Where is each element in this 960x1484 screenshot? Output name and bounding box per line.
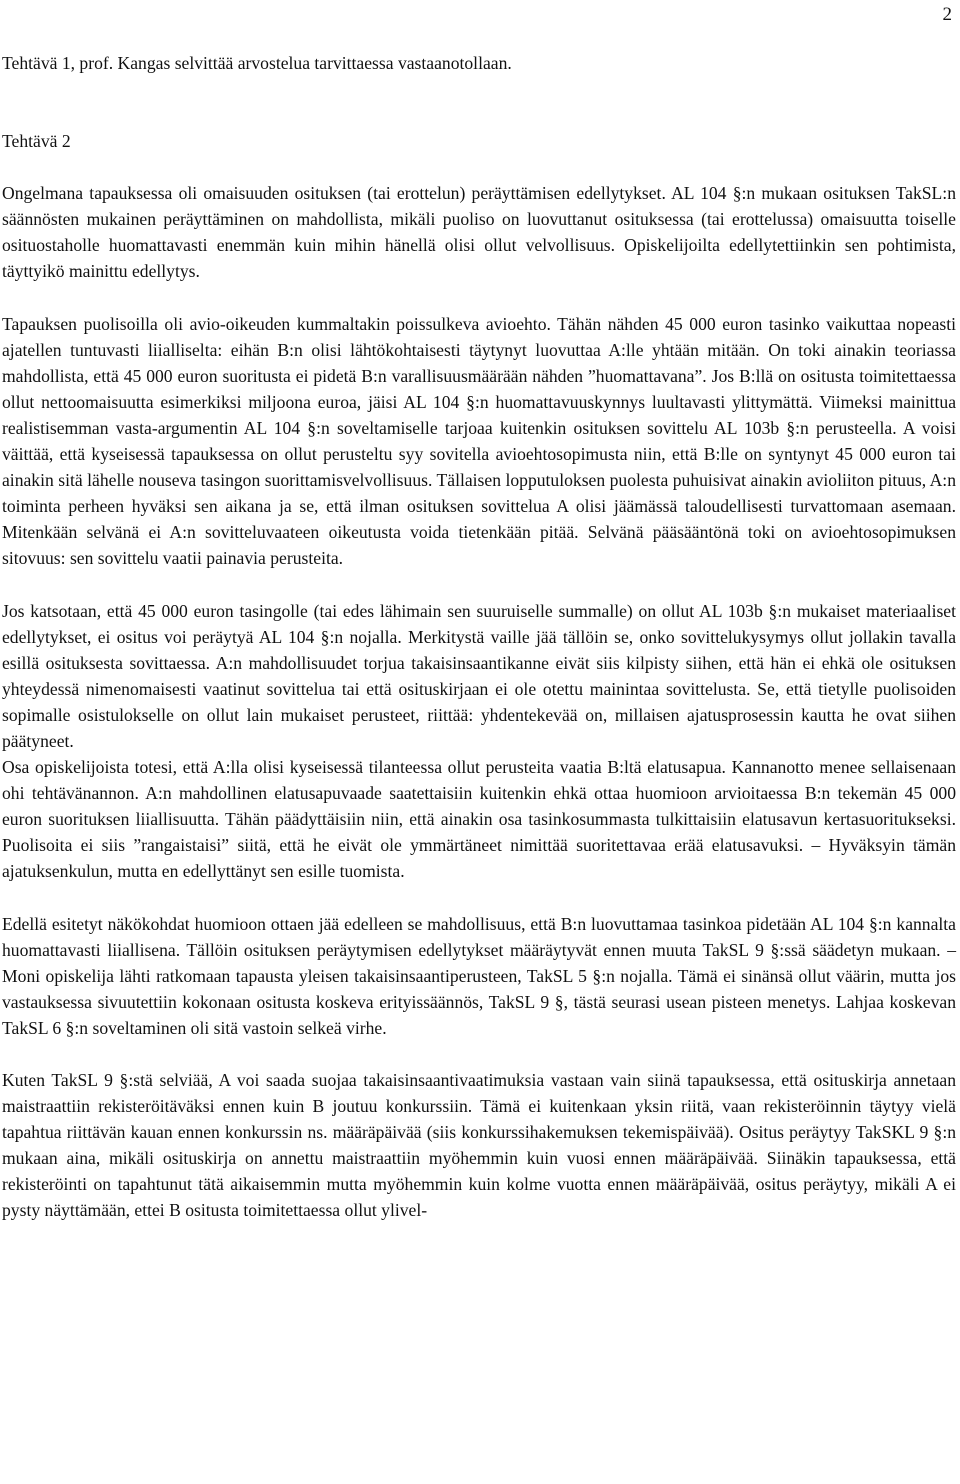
paragraph: Osa opiskelijoista totesi, että A:lla olisi kyseisessä tilanteessa ollut perusteita vaatia B:ltä elatusapua. Kannanotto menee sellaisenaan ohi tehtävänannon. A:n mahdollinen elatusapuvaade saatettaisiin kuitenkin ehkä ottaa huomioon arvioitaessa B:n tekemän 45 000 euron suorituksen liiallisuutta. Tähän päädyttäisiin niin, että ainakin osa tasinkosummasta tulkittaisiin elatusavun kertasuoritukseksi. Puolisoita ei siis ”rangaistaisi” siitä, että he eivät ole ymmärtäneet nimittää suoritettavaa erää elatusavuksi. – Hyväksyin tämän ajatuksenkulun, mutta en edellyttänyt sen esille tuomista. [2, 757, 956, 882]
paragraph-gap [2, 572, 956, 598]
paragraph: Edellä esitetyt näkökohdat huomioon ottaen jää edelleen se mahdollisuus, että B:n luovuttamaa tasinkoa pidetään AL 104 §:n kannalta huomattavasti liiallisena. Tällöin osituksen peräytymisen edellytykset määräytyvät ennen muuta TakSL 9 §:ssä säädetyn mukaan. – Moni opiskelija lähti ratkomaan tapausta yleisen takaisinsaantiperusteen, TakSL 5 §:n nojalla. Tämä ei sinänsä ollut väärin, mutta jos vastauksessa sivuutettiin kokonaan ositusta koskeva erityissäännös, TakSL 9 §, tästä seurasi usean pisteen menetys. Lahjaa koskevan TakSL 6 §:n soveltaminen oli sitä vastoin selkeä virhe. [2, 913, 956, 1038]
document-body [2, 50, 956, 1224]
paragraph: Jos katsotaan, että 45 000 euron tasingolle (tai edes lähimain sen suuruiselle summalle) on ollut AL 103b §:n mukaiset materiaaliset edellytykset, ei ositus voi peräytyä AL 104 §:n nojalla. Merkitystä vaille jää tällöin se, onko sovittelukysymys ollut jollakin tavalla esillä osituksesta sovittaessa. A:n mahdollisuudet torjua takaisinsaantikanne eivät siis kilpisty siihen, että hän ei ehkä ole osituksen yhteydessä nimenomaisesti vaatinut sovittelua tai että osituskirjaan ei ole otettu mainintaa sovittelusta. Se, että tietylle puolisoiden sopimalle osistulokselle on ollut lain mukaiset perusteet, riittää: yhdentekevää on, millaisen ajatusprosessin kautta he ovat siihen päätyneet. [2, 600, 956, 751]
paragraph: Tapauksen puolisoilla oli avio-oikeuden kummaltakin poissulkeva avioehto. Tähän nähden 45 000 euron tasinko vaikuttaa nopeasti ajatellen tuntuvasti liialliselta: eihän B:n olisi lähtökohtaisesti täytynyt luovuttaa A:lle yhtään mitään. On toki ainakin teoriassa mahdollista, että 45 000 euron suoritusta ei pidetä B:n varallisuusmäärään nähden ”huomattavana”. Jos B:llä on ositusta toimitettaessa ollut nettoomaisuutta esimerkiksi miljoona euroa, jäisi AL 104 §:n huomattavuuskynnys luultavasti ylittymättä. Viimeksi mainittua realistisemman vasta-argumentin AL 104 §:n soveltamiselle tarjoaa kuitenkin osituksen sovittelu AL 103b §:n perusteella. A voisi väittää, että kyseisessä tapauksessa on ollut perusteltu syy sovitella avioehtosopimusta niin, että B:lle on syntynyt 45 000 euron tai ainakin sitä lähelle nousevа tasingon suorittamisvelvollisuus. Tällaisen lopputuloksen puolesta puhuisivat ainakin avioliiton pituus, A:n toiminta perheen hyväksi sen aikana ja se, että ilman osituksen sovittelua A olisi jäämässä taloudellisesti turvattomaan asemaan. Mitenkään selvänä ei A:n sovitteluvaateen oikeutusta voida tietenkään pitää. Selvänä pääsääntönä toki on avioehtosopimuksen sitovuus: sen sovittelu vaatii painavia perusteita. [2, 313, 956, 569]
paragraph-gap [2, 885, 956, 911]
paragraph: Kuten TakSL 9 §:stä selviää, A voi saada suojaa takaisinsaantivaatimuksia vastaan vain siinä tapauksessa, että osituskirja annetaan maistraattiin rekisteröitäväksi ennen kuin B joutuu konkurssiin. Tämä ei kuitenkaan yksin riitä, vaan rekisteröinnin täytyy vielä tapahtua riittävän kauan ennen konkurssin ns. määräpäivää (siis konkurssihakemuksen tekemispäivää). Ositus peräytyy TakSKL 9 §:n mukaan aina, mikäli osituskirja on annettu maistraattiin myöhemmin kuin vuosi ennen määräpäivää. Siinäkin tapauksessa, että rekisteröinti on tapahtunut tätä aikaisemmin mutta myöhemmin kuin kolme vuotta ennen määräpäivää, ositus peräytyy, mikäli A ei pysty näyttämään, ettei B ositusta toimitettaessa ollut ylivel- [2, 1070, 956, 1221]
paragraph: Ongelmana tapauksessa oli omaisuuden osituksen (tai erottelun) peräyttämisen edellytykset. AL 104 §:n mukaan osituksen TakSL:n säännösten mukainen peräyttäminen on mahdollista, mikäli puoliso on luovuttanut osituksessa (tai erottelussa) omaisuutta toiselle osituostaholle huomattavasti enemmän kuin mihin hänellä olisi ollut velvollisuus. Opiskelijoilta edellytettiinkin sen pohtimista, täyttyikö mainittu edellytys. [2, 183, 956, 282]
paragraph-gap [2, 285, 956, 311]
paragraph-gap [2, 1041, 956, 1067]
task1-paragraph: Tehtävä 1, prof. Kangas selvittää arvostelua tarvittaessa vastaanotollaan. [2, 53, 512, 73]
section-gap [2, 76, 956, 128]
task2-heading: Tehtävä 2 [2, 131, 71, 152]
page-number: 2 [942, 4, 952, 25]
section-gap [2, 154, 956, 180]
